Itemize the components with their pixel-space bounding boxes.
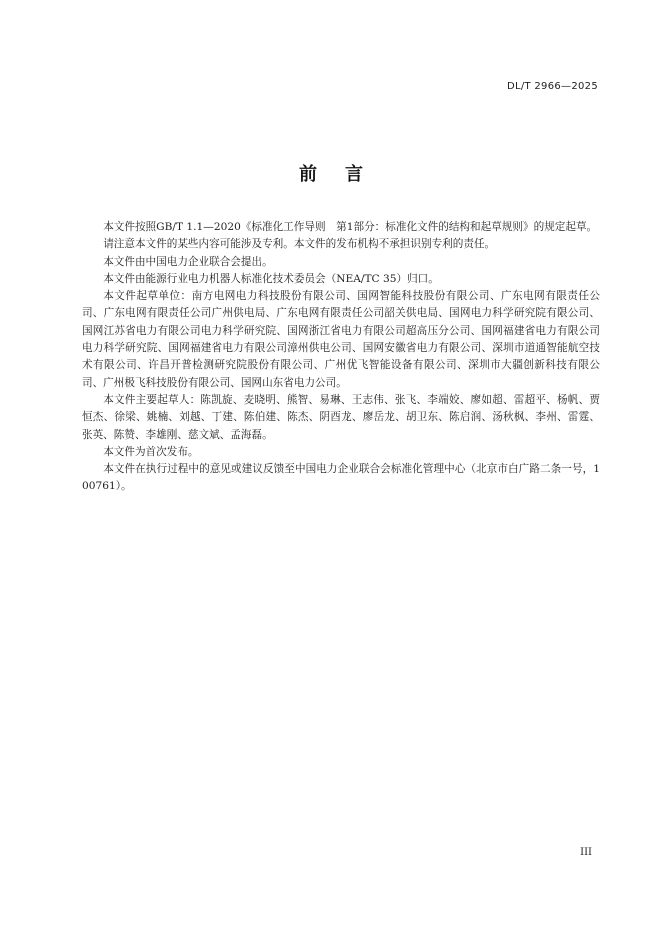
paragraph-drafting-organizations: 本文件起草单位：南方电网电力科技股份有限公司、国网智能科技股份有限公司、广东电网有限责任公司、广东电网有限责任公司广州供电局、广东电网有限责任公司韶关供电局、国网电力科学研究院有限公司、国网江苏省电力有限公司电力科学研究院、国网浙江省电力有限公司超高压分公司、国网福建省电力有限公司电力科学研究院、国网福建省电力有限公司漳州供电公司、国网安徽省电力有限公司、深圳市道通智能航空技术有限公司、许昌开普检测研究院股份有限公司、广州优飞智能设备有限公司、深圳市大疆创新科技有限公司、广州极飞科技股份有限公司、国网山东省电力公司。 [82,290,600,389]
page-title: 前言 [299,164,391,185]
paragraph-main-drafters: 本文件主要起草人：陈凯旋、麦晓明、熊智、易琳、王志伟、张飞、李端姣、廖如超、雷超平、杨帆、贾恒杰、徐梁、姚楠、刘越、丁建、陈伯建、陈杰、阴酉龙、廖岳龙、胡卫东、陈启润、汤秋枫、李州、雷霆、张英、陈赞、李雄刚、慈文斌、孟海磊。 [82,393,600,441]
page-number: III [580,847,592,858]
paragraph-proposer: 本文件由中国电力企业联合会提出。 [103,255,273,268]
paragraph-technical-committee: 本文件由能源行业电力机器人标准化技术委员会（NEA/TC 35）归口。 [103,272,439,285]
paragraph-feedback-contact: 本文件在执行过程中的意见或建议反馈至中国电力企业联合会标准化管理中心（北京市白广路二条一号，100761）。 [82,463,600,493]
paragraph-patent-notice: 请注意本文件的某些内容可能涉及专利。本文件的发布机构不承担识别专利的责任。 [103,238,496,251]
foreword-body [82,219,600,496]
paragraph-first-release: 本文件为首次发布。 [103,445,199,458]
paragraph-drafting-rules: 本文件按照GB/T 1.1—2020《标准化工作导则 第1部分：标准化文件的结构和起草规则》的规定起草。 [103,221,598,233]
document-number: DL/T 2966—2025 [506,81,598,92]
